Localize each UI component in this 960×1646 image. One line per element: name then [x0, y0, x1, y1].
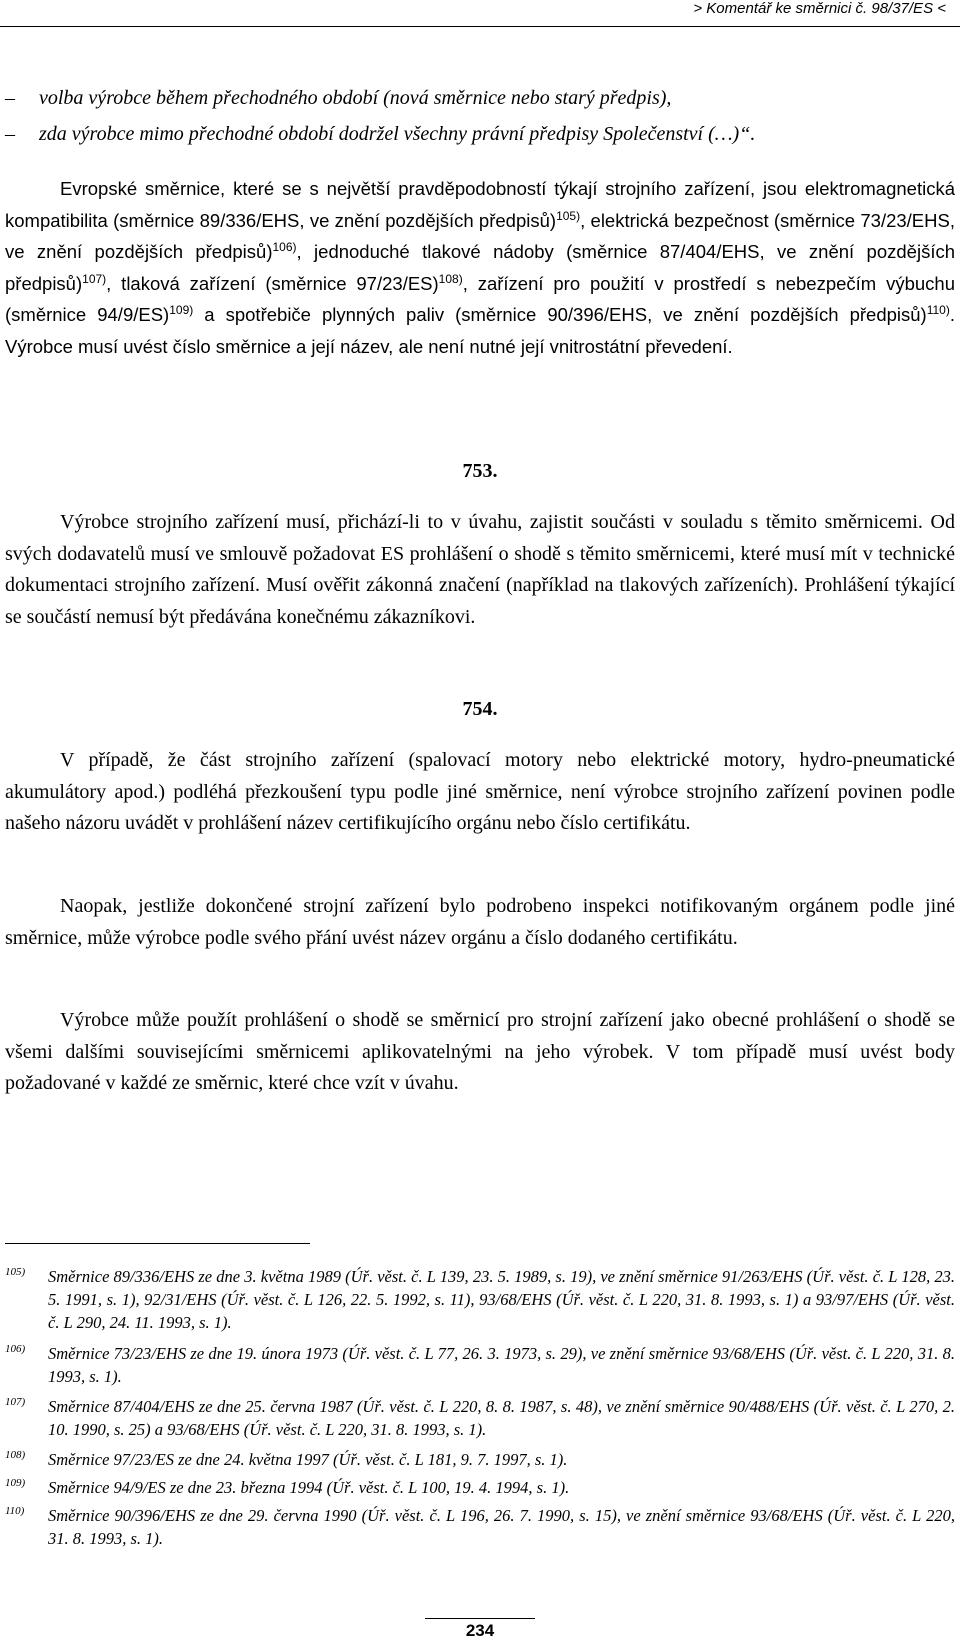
footnote-text: Směrnice 73/23/EHS ze dne 19. února 1973 (Úř. věst. č. L 77, 26. 3. 1973, s. 29), ve znění směrnice 93/68/EHS (Úř. věst. č. L 220, 31. 8. 1993, s. 1).: [48, 1344, 955, 1386]
list-item: – volba výrobce během přechodného období (nová směrnice nebo starý předpis),: [5, 87, 672, 109]
paragraph: Naopak, jestliže dokončené strojní zařízení bylo podrobeno inspekci notifikovaným orgánem podle jiné směrnice, může výrobce podle svého přání uvést název orgánu a číslo dodaného certifikátu.: [5, 895, 955, 949]
footnote-mark: 106): [5, 1343, 26, 1355]
footnote-text: Směrnice 90/396/EHS ze dne 29. června 1990 (Úř. věst. č. L 196, 26. 7. 1990, s. 15), ve znění směrnice 93/68/EHS (Úř. věst. č. L 220, 31. 8. 1993, s. 1).: [48, 1506, 955, 1548]
footnote: [5, 1265, 955, 1334]
paragraph-directives: Evropské směrnice, které se s největší pravděpodobností týkají strojního zařízení, jsou elektromagnetická kompatibilita (směrnice 89/336/EHS, ve znění pozdějších předpisů)$^{105)}$, elektrická bezpečnost (směrnice 73/23/EHS, ve znění pozdějších předpisů)$^{106)}$, jednoduché tlakové nádoby (směrnice 87/404/EHS, ve znění pozdějších předpisů)$^{107)}$, tlaková zařízení (směrnice 97/23/ES)$^{108)}$, zařízení pro použití v prostředí s nebezpečím výbuchu (směrnice 94/9/ES)$^{109)}$ a spotřebiče plynných paliv (směrnice 90/396/EHS, ve znění pozdějších předpisů)$^{110)}$. Výrobce musí uvést číslo směrnice a její název, ale není nutné její vnitrostátní převedení.: [5, 178, 955, 357]
list-item-text: zda výrobce mimo přechodné období dodržel všechny právní předpisy Společenství (…)“.: [39, 123, 756, 145]
list-item: – zda výrobce mimo přechodné období dodržel všechny právní předpisy Společenství (…)“.: [5, 123, 756, 145]
paragraph: Výrobce může použít prohlášení o shodě se směrnicí pro strojní zařízení jako obecné prohlášení o shodě se všemi dalšími souvisejícími směrnicemi aplikovatelnými na jeho výrobek. V tom případě musí uvést body požadované v každé ze směrnic, které chce vzít v úvahu.: [5, 1009, 955, 1095]
footnote: [5, 1395, 955, 1441]
footnote-ref[interactable]: 105): [556, 208, 581, 223]
page-number-rule: [425, 1618, 535, 1619]
section-number: 754.: [462, 698, 498, 720]
footnote-mark: 108): [5, 1449, 26, 1461]
paragraph: Výrobce strojního zařízení musí, přichází-li to v úvahu, zajistit součásti v souladu s těmito směrnicemi. Od svých dodavatelů musí ve smlouvě požadovat ES prohlášení o shodě s těmito směrnicemi, které musí mít v technické dokumentaci strojního zařízení. Musí ověřit zákonná značení (například na tlakových zařízeních). Prohlášení týkající se součástí nemusí být předávána konečnému zákazníkovi.: [5, 511, 955, 628]
footnote-mark: 107): [5, 1396, 26, 1408]
footnote-mark: 109): [5, 1477, 26, 1489]
page-number: 234: [465, 1621, 495, 1640]
running-header: > Komentář ke směrnici č. 98/37/ES <: [693, 0, 946, 17]
footnote-text: Směrnice 89/336/EHS ze dne 3. května 1989 (Úř. věst. č. L 139, 23. 5. 1989, s. 19), ve znění směrnice 91/263/EHS (Úř. věst. č. L 128, 23. 5. 1991, s. 1), 92/31/EHS (Úř. věst. č. L 126, 22. 5. 1992, s. 11), 93/68/EHS (Úř. věst. č. L 220, 31. 8. 1993, s. 1) a 93/97/EHS (Úř. věst. č. L 290, 24. 11. 1993, s. 1).: [48, 1267, 955, 1332]
footnote-text: Směrnice 97/23/ES ze dne 24. května 1997 (Úř. věst. č. L 181, 9. 7. 1997, s. 1).: [48, 1450, 568, 1469]
footnote: [5, 1476, 955, 1499]
footnote-ref[interactable]: 108): [438, 271, 463, 286]
footnote: [5, 1448, 955, 1471]
footnote-ref[interactable]: 107): [82, 271, 107, 286]
footnote: [5, 1342, 955, 1388]
header-rule: [0, 26, 960, 27]
footnote: [5, 1504, 955, 1550]
section-number: 753.: [462, 460, 498, 482]
footnote-ref[interactable]: 106): [272, 240, 297, 255]
footnote-text: Směrnice 94/9/ES ze dne 23. března 1994 (Úř. věst. č. L 100, 19. 4. 1994, s. 1).: [48, 1478, 570, 1497]
footnote-ref[interactable]: 109): [169, 303, 194, 318]
footnote-mark: 110): [5, 1505, 25, 1517]
paragraph: V případě, že část strojního zařízení (spalovací motory nebo elektrické motory, hydro-pneumatické akumulátory apod.) podléhá přezkoušení typu podle jiné směrnice, není výrobce strojního zařízení povinen podle našeho názoru uvádět v prohlášení název certifikujícího orgánu nebo číslo certifikátu.: [5, 749, 955, 835]
footnote-ref[interactable]: 110): [926, 303, 950, 318]
list-item-text: volba výrobce během přechodného období (nová směrnice nebo starý předpis),: [39, 87, 672, 109]
footnote-text: Směrnice 87/404/EHS ze dne 25. června 1987 (Úř. věst. č. L 220, 8. 8. 1987, s. 48), ve znění směrnice 90/488/EHS (Úř. věst. č. L 270, 2. 10. 1990, s. 25) a 93/68/EHS (Úř. věst. č. L 220, 31. 8. 1993, s. 1).: [48, 1397, 955, 1439]
footnote-rule: [5, 1243, 310, 1244]
footnote-mark: 105): [5, 1266, 26, 1278]
